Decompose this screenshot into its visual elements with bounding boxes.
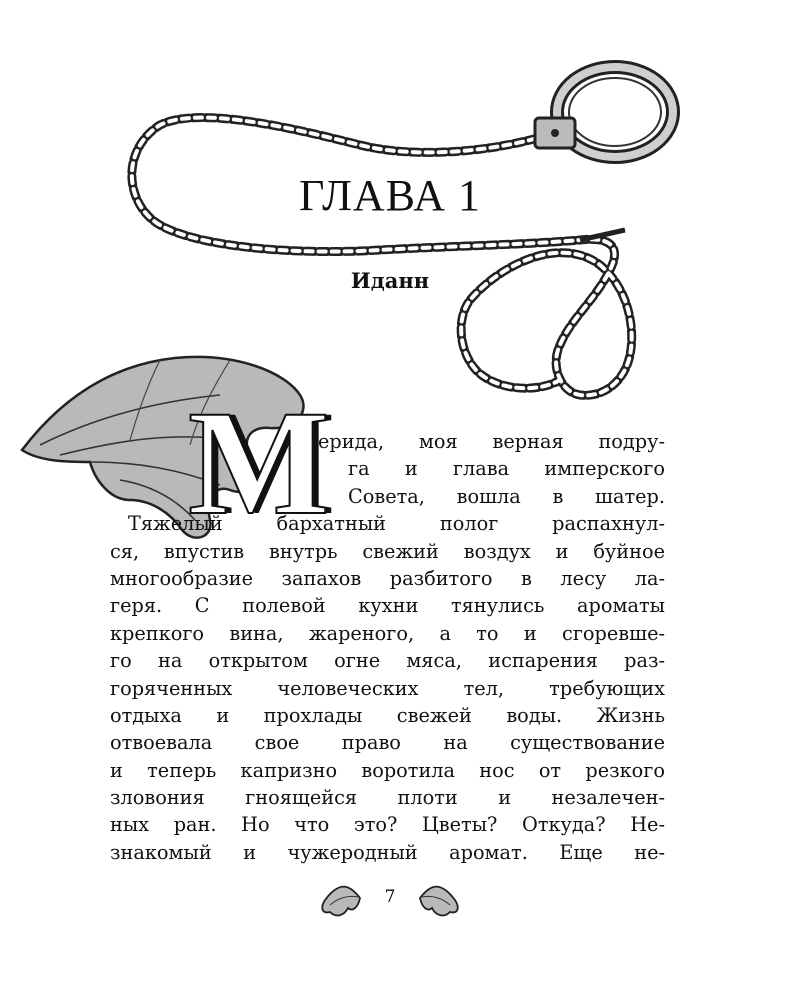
chapter-subtitle: Иданн xyxy=(350,268,430,293)
small-wing-left-icon xyxy=(322,887,360,916)
text-line: Тяжелый бархатный полог распахнул- xyxy=(128,512,665,536)
text-line: отдыха и прохлады свежей воды. Жизнь xyxy=(110,703,665,727)
drop-cap: М xyxy=(188,380,330,546)
text-line: знакомый и чужеродный аромат. Еще не- xyxy=(110,840,665,864)
text-line: многообразие запахов разбитого в лесу ла- xyxy=(110,566,665,590)
chain-with-shackle-icon xyxy=(132,67,673,395)
text-line: га и глава имперского xyxy=(348,457,665,481)
text-line: зловония гноящейся плоти и незалечен- xyxy=(110,786,665,810)
small-wing-right-icon xyxy=(420,887,458,916)
text-line: ных ран. Но что это? Цветы? Откуда? Не- xyxy=(110,813,665,837)
text-line: ся, впустив внутрь свежий воздух и буйное xyxy=(110,539,665,563)
text-line: геря. С полевой кухни тянулись ароматы xyxy=(110,594,665,618)
body-text xyxy=(110,428,665,866)
text-line: го на открытом огне мяса, испарения раз- xyxy=(110,649,665,673)
text-line: отвоевала свое право на существование xyxy=(110,731,665,755)
text-line: Совета, вошла в шатер. xyxy=(348,484,665,508)
text-line: ерида, моя верная подру- xyxy=(318,430,665,453)
text-line: крепкого вина, жареного, а то и сгоревше- xyxy=(110,621,665,645)
text-line: горяченных человеческих тел, требующих xyxy=(110,676,665,700)
text-line: и теперь капризно воротила нос от резкого xyxy=(110,758,665,782)
chapter-title: ГЛАВА 1 xyxy=(298,171,482,220)
page-number: 7 xyxy=(384,887,396,907)
